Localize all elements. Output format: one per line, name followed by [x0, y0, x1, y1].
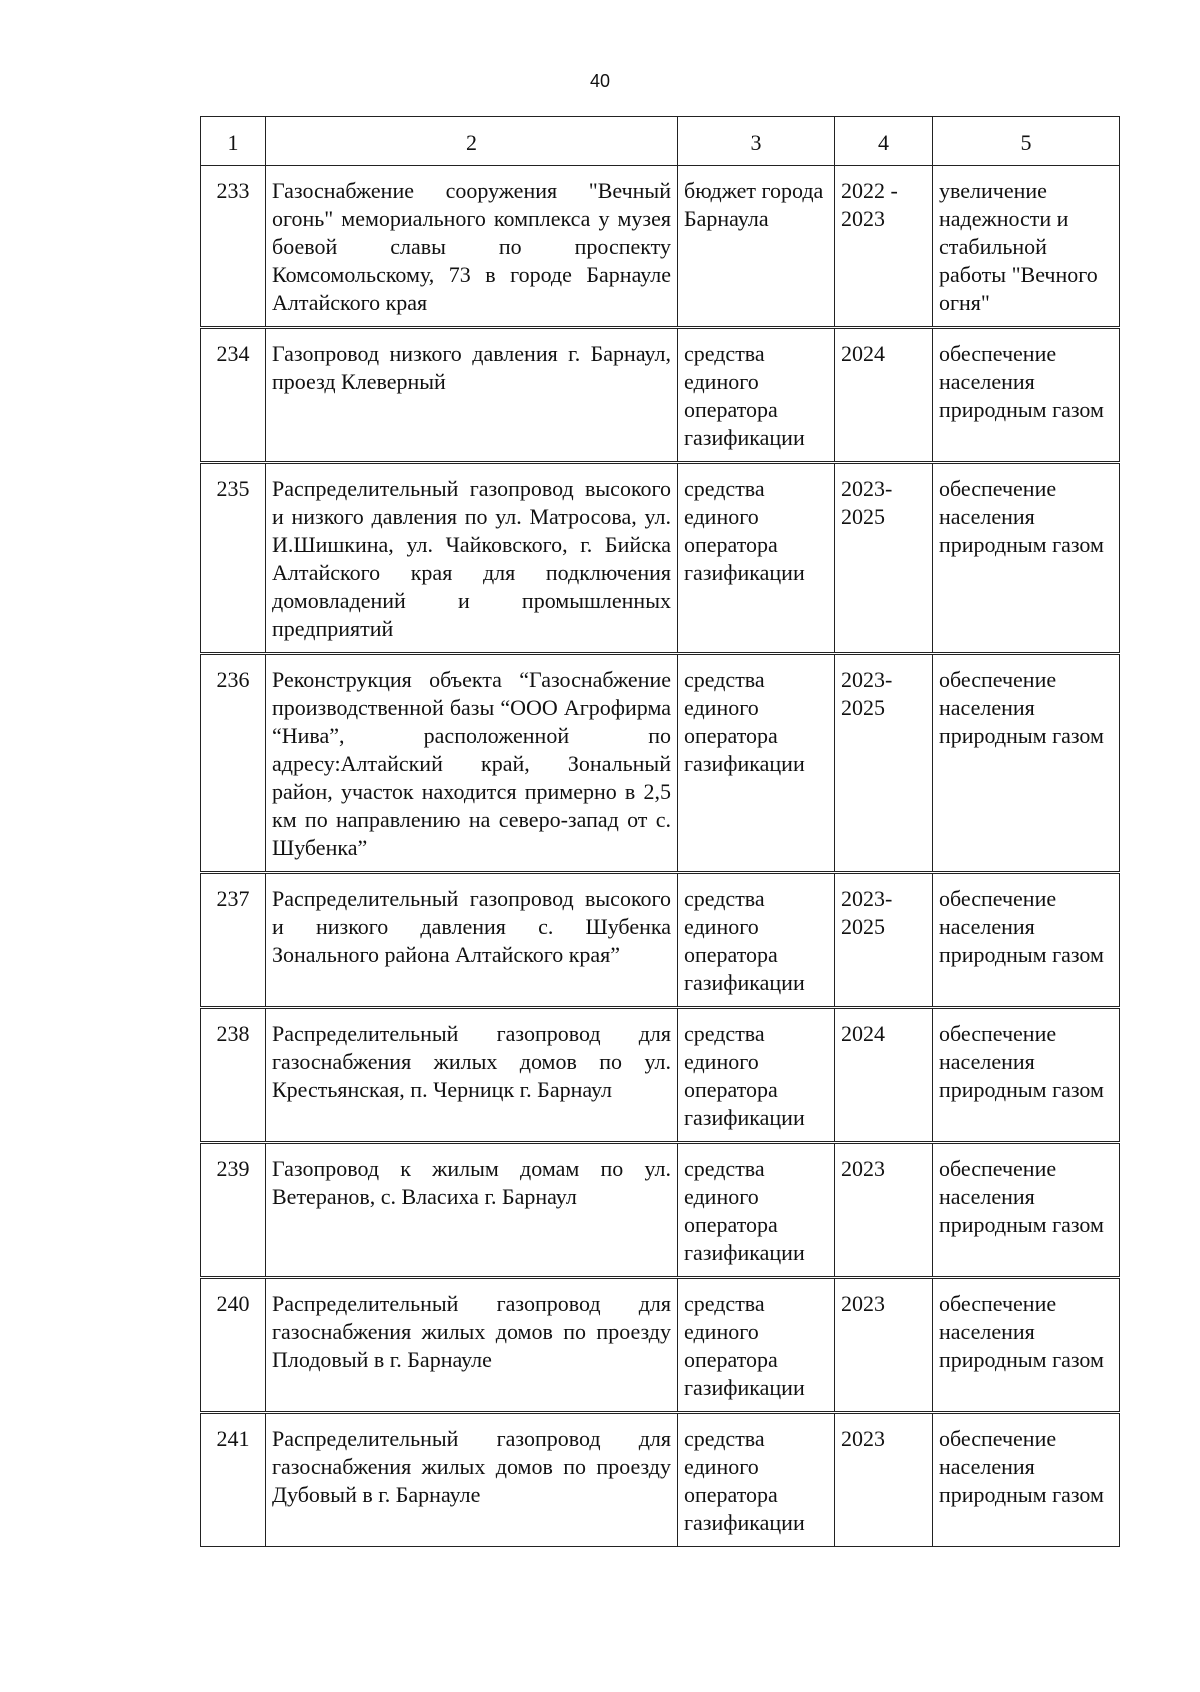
- object-description: Газопровод низкого давления г. Барнаул, проезд Клеверный: [266, 328, 678, 463]
- header-row: [201, 117, 1120, 166]
- object-description: Распределительный газопровод высокого и низкого давления с. Шубенка Зонального района Алтайского края”: [266, 873, 678, 1008]
- object-description: Газопровод к жилым домам по ул. Ветеранов, с. Власиха г. Барнаул: [266, 1143, 678, 1278]
- expected-result: обеспечение населения природным газом: [933, 463, 1120, 654]
- object-description: Газоснабжение сооружения "Вечный огонь" мемориального комплекса у музея боевой славы по проспекту Комсомольскому, 73 в городе Барнауле Алтайского края: [266, 166, 678, 328]
- table-row: [201, 463, 1120, 654]
- row-number: 233: [201, 166, 266, 328]
- implementation-period: 2023-2025: [835, 463, 933, 654]
- column-header-3: 3: [678, 117, 835, 166]
- column-header-1: 1: [201, 117, 266, 166]
- object-description: Распределительный газопровод для газоснабжения жилых домов по проезду Плодовый в г. Барнауле: [266, 1278, 678, 1413]
- object-description: Распределительный газопровод для газоснабжения жилых домов по проезду Дубовый в г. Барнауле: [266, 1413, 678, 1547]
- funding-source: средства единого оператора газификации: [678, 1413, 835, 1547]
- expected-result: увеличение надежности и стабильной работы "Вечного огня": [933, 166, 1120, 328]
- object-description: Распределительный газопровод высокого и низкого давления по ул. Матросова, ул. И.Шишкина, ул. Чайковского, г. Бийска Алтайского края для подключения домовладений и промышленных предприятий: [266, 463, 678, 654]
- expected-result: обеспечение населения природным газом: [933, 1008, 1120, 1143]
- expected-result: обеспечение населения природным газом: [933, 873, 1120, 1008]
- implementation-period: 2023-2025: [835, 873, 933, 1008]
- table-header: [201, 117, 1120, 166]
- funding-source: средства единого оператора газификации: [678, 1008, 835, 1143]
- row-number: 239: [201, 1143, 266, 1278]
- row-number: 241: [201, 1413, 266, 1547]
- funding-source: средства единого оператора газификации: [678, 1143, 835, 1278]
- implementation-period: 2022 - 2023: [835, 166, 933, 328]
- table-row: [201, 1008, 1120, 1143]
- page-number: 40: [589, 71, 611, 91]
- object-description: Распределительный газопровод для газоснабжения жилых домов по ул. Крестьянская, п. Черницк г. Барнаул: [266, 1008, 678, 1143]
- implementation-period: 2024: [835, 328, 933, 463]
- expected-result: обеспечение населения природным газом: [933, 1413, 1120, 1547]
- table-row: [201, 166, 1120, 328]
- row-number: 240: [201, 1278, 266, 1413]
- table-body: [201, 166, 1120, 1547]
- implementation-period: 2023: [835, 1278, 933, 1413]
- table-row: [201, 654, 1120, 873]
- implementation-period: 2023: [835, 1413, 933, 1547]
- implementation-period: 2023: [835, 1143, 933, 1278]
- funding-source: средства единого оператора газификации: [678, 654, 835, 873]
- funding-source: средства единого оператора газификации: [678, 463, 835, 654]
- funding-source: средства единого оператора газификации: [678, 1278, 835, 1413]
- implementation-period: 2023-2025: [835, 654, 933, 873]
- expected-result: обеспечение населения природным газом: [933, 1143, 1120, 1278]
- table-row: [201, 328, 1120, 463]
- row-number: 237: [201, 873, 266, 1008]
- funding-source: бюджет города Барнаула: [678, 166, 835, 328]
- object-description: Реконструкция объекта “Газоснабжение производственной базы “ООО Агрофирма “Нива”, расположенной по адресу:Алтайский край, Зональный район, участок находится примерно в 2,5 км по направлению на северо-запад от с. Шубенка”: [266, 654, 678, 873]
- row-number: 236: [201, 654, 266, 873]
- row-number: 234: [201, 328, 266, 463]
- column-header-5: 5: [933, 117, 1120, 166]
- table-row: [201, 1413, 1120, 1547]
- expected-result: обеспечение населения природным газом: [933, 328, 1120, 463]
- row-number: 235: [201, 463, 266, 654]
- funding-source: средства единого оператора газификации: [678, 328, 835, 463]
- projects-table: [200, 116, 1120, 1547]
- column-header-4: 4: [835, 117, 933, 166]
- table-row: [201, 873, 1120, 1008]
- table-row: [201, 1143, 1120, 1278]
- row-number: 238: [201, 1008, 266, 1143]
- funding-source: средства единого оператора газификации: [678, 873, 835, 1008]
- expected-result: обеспечение населения природным газом: [933, 1278, 1120, 1413]
- implementation-period: 2024: [835, 1008, 933, 1143]
- table-row: [201, 1278, 1120, 1413]
- expected-result: обеспечение населения природным газом: [933, 654, 1120, 873]
- column-header-2: 2: [266, 117, 678, 166]
